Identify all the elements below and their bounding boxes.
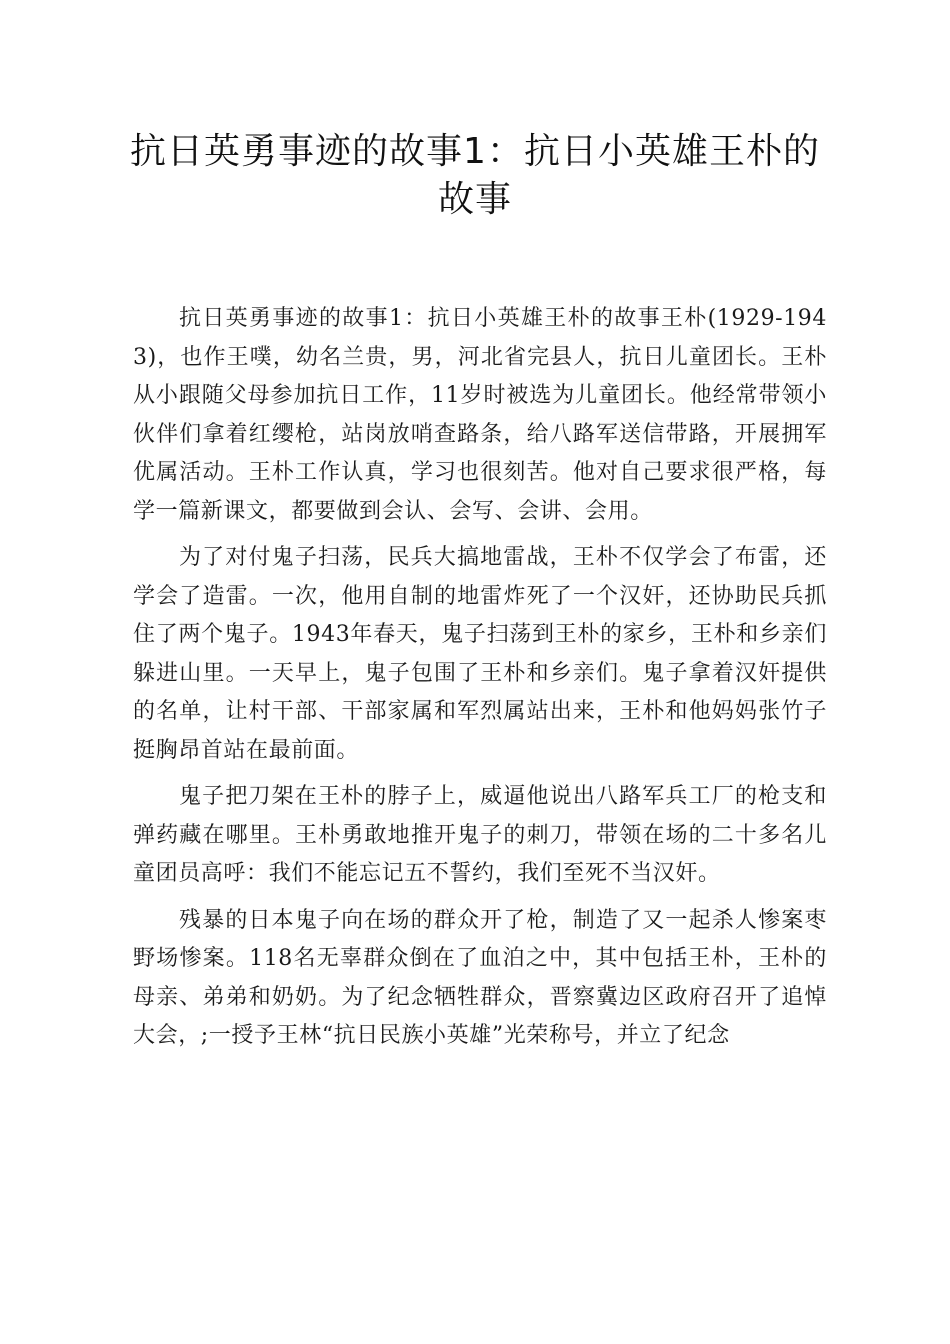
paragraph-1: 抗日英勇事迹的故事1：抗日小英雄王朴的故事王朴(1929-1943)，也作王噗，幼名兰贵，男，河北省完县人，抗日儿童团长。王朴从小跟随父母参加抗日工作，11岁时被选为儿童团长。他经常带领小伙伴们拿着红缨枪，站岗放哨查路条，给八路军送信带路，开展拥军优属活动。王朴工作认真，学习也很刻苦。他对自己要求很严格，每学一篇新课文，都要做到会认、会写、会讲、会用。 xyxy=(133,306,827,524)
paragraph-3: 鬼子把刀架在王朴的脖子上，威逼他说出八路军兵工厂的枪支和弹药藏在哪里。王朴勇敢地推开鬼子的刺刀，带领在场的二十多名儿童团员高呼：我们不能忘记五不誓约，我们至死不当汉奸。 xyxy=(133,784,827,886)
paragraph-4: 残暴的日本鬼子向在场的群众开了枪，制造了又一起杀人惨案枣野场惨案。118名无辜群众倒在了血泊之中，其中包括王朴，王朴的母亲、弟弟和奶奶。为了纪念牺牲群众，晋察冀边区政府召开了追悼大会，;一授予王林“抗日民族小英雄”光荣称号，并立了纪念 xyxy=(133,907,827,1048)
article-body xyxy=(133,300,827,1064)
paragraph-2: 为了对付鬼子扫荡，民兵大搞地雷战，王朴不仅学会了布雷，还学会了造雷。一次，他用自制的地雷炸死了一个汉奸，还协助民兵抓住了两个鬼子。1943年春天，鬼子扫荡到王朴的家乡，王朴和乡亲们躲进山里。一天早上，鬼子包围了王朴和乡亲们。鬼子拿着汉奸提供的名单，让村干部、干部家属和军烈属站出来，王朴和他妈妈张竹子挺胸昂首站在最前面。 xyxy=(133,545,827,763)
page-title: 抗日英勇事迹的故事1：抗日小英雄王朴的故事 xyxy=(130,131,820,220)
